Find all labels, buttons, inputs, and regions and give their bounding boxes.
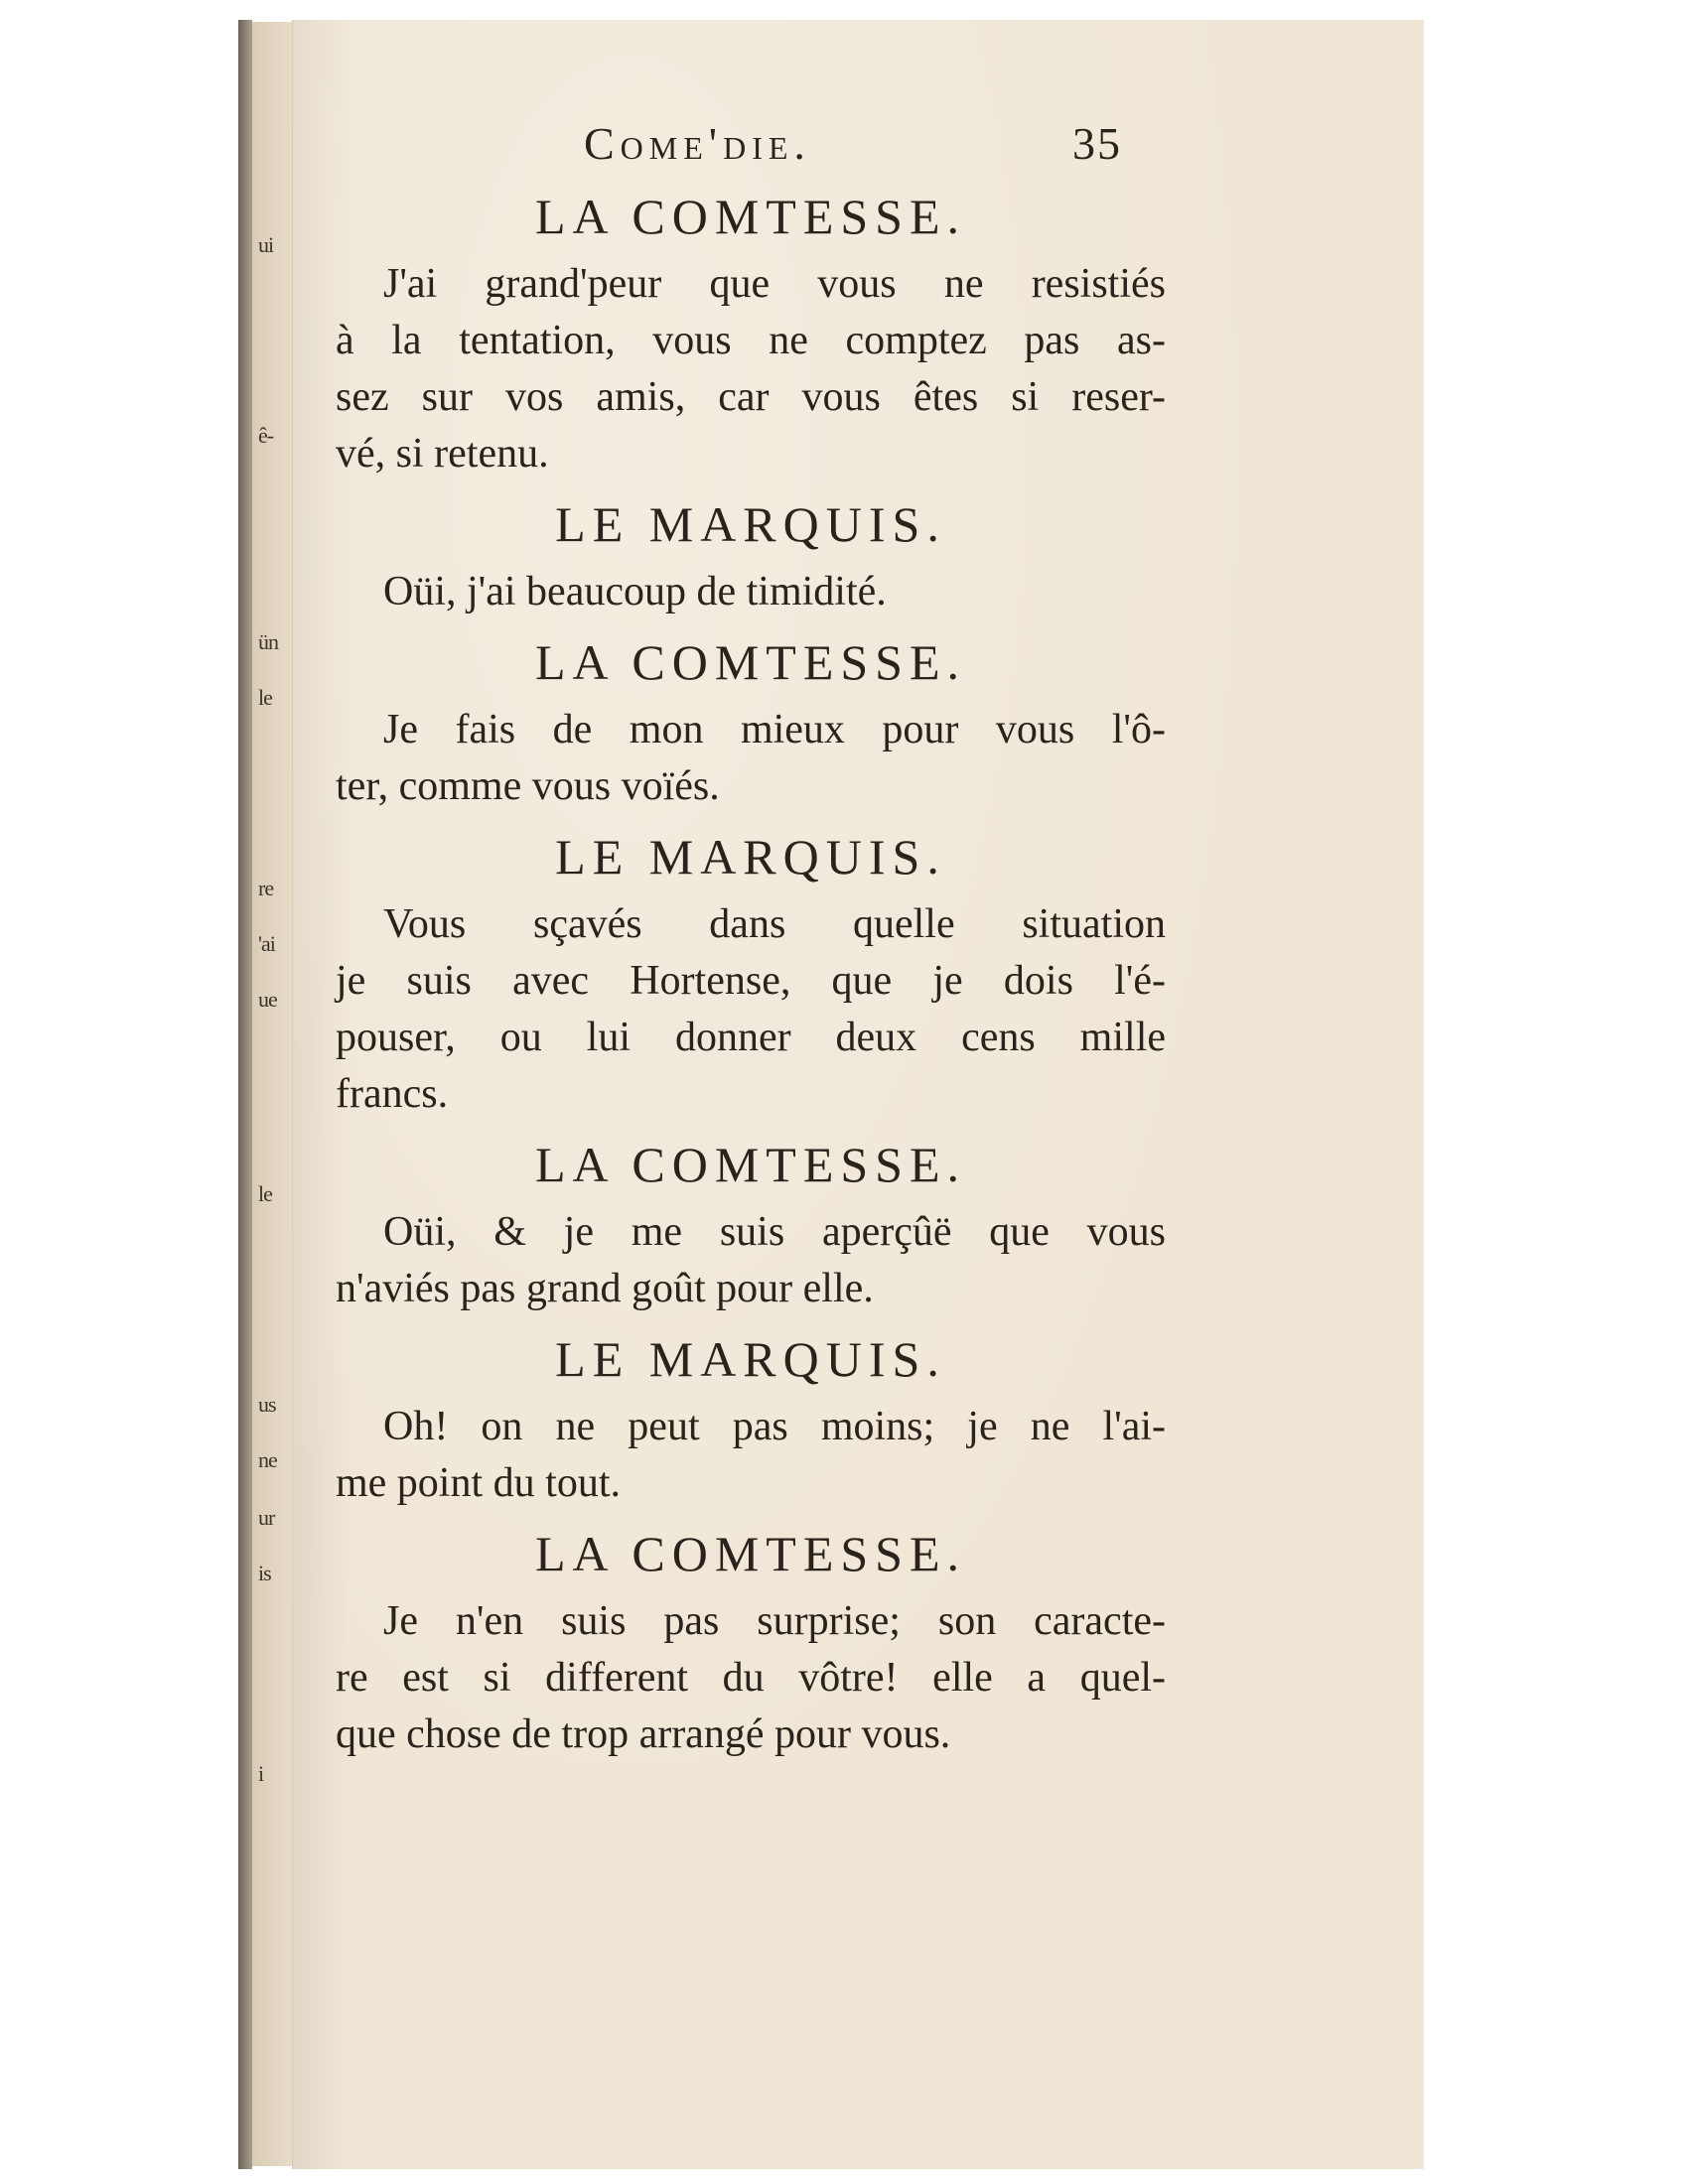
speaker-name: LA COMTESSE. <box>534 189 967 244</box>
speech-line: Je fais de mon mieux pour vous l'ô- <box>383 707 1166 752</box>
speech-text <box>336 896 1166 1123</box>
facing-page-fragment: ün <box>258 629 278 654</box>
speech-text <box>336 564 1166 620</box>
speech-line: J'ai grand'peur que vous ne resistiés <box>383 261 1166 307</box>
speech-line: je suis avec Hortense, que je dois l'é- <box>336 958 1166 1004</box>
speech-line: ter, comme vous voïés. <box>336 763 720 809</box>
speech-line: Oh! on ne peut pas moins; je ne l'ai- <box>383 1404 1166 1449</box>
facing-page-fragment: ue <box>258 987 277 1012</box>
facing-page-fragment: 'ai <box>258 931 275 956</box>
dialogue-entry <box>336 492 1166 620</box>
dialogue-entry <box>336 1327 1166 1512</box>
book-gutter <box>238 20 252 2169</box>
speech-line: francs. <box>336 1071 449 1117</box>
page-number: 35 <box>1072 118 1122 169</box>
speaker-name: LA COMTESSE. <box>534 634 967 690</box>
speech-line: Vous sçavés dans quelle situation <box>383 901 1166 947</box>
speech-line: me point du tout. <box>336 1460 621 1506</box>
speech-text <box>336 702 1166 815</box>
speech-text <box>336 1204 1166 1317</box>
page-text <box>336 117 1166 1773</box>
running-title: Come'die. <box>584 118 811 169</box>
speaker-name: LE MARQUIS. <box>555 1331 946 1387</box>
speech-line: Oüi, & je me suis aperçûë que vous <box>383 1209 1166 1255</box>
facing-page-fragment: ne <box>258 1447 277 1472</box>
facing-page-fragment: is <box>258 1561 271 1585</box>
dialogue-entry <box>336 825 1166 1123</box>
speech-line: Je n'en suis pas surprise; son caracte- <box>383 1598 1166 1644</box>
dialogue-entry <box>336 185 1166 482</box>
facing-page-fragment: le <box>258 685 272 710</box>
speech-line: à la tentation, vous ne comptez pas as- <box>336 318 1166 363</box>
dialogue-entry <box>336 1133 1166 1317</box>
speaker-name: LE MARQUIS. <box>555 829 946 885</box>
speech-text <box>336 1593 1166 1763</box>
facing-page-fragment: i <box>258 1761 264 1786</box>
speech-line: Oüi, j'ai beaucoup de timidité. <box>383 569 887 614</box>
speech-line: n'aviés pas grand goût pour elle. <box>336 1266 874 1311</box>
facing-page-fragment: re <box>258 876 274 900</box>
facing-page-edge <box>252 22 292 2166</box>
speech-line: re est si different du vôtre! elle a quel- <box>336 1655 1166 1701</box>
speaker-name: LA COMTESSE. <box>534 1137 967 1192</box>
speech-line: que chose de trop arrangé pour vous. <box>336 1711 951 1757</box>
speech-line: sez sur vos amis, car vous êtes si reser- <box>336 374 1166 420</box>
facing-page-fragment: ê- <box>258 423 274 448</box>
dialogue-entry <box>336 1522 1166 1763</box>
book-page <box>292 20 1424 2169</box>
facing-page-fragment: ur <box>258 1505 275 1530</box>
speech-line: vé, si retenu. <box>336 431 549 477</box>
facing-page-fragment: ui <box>258 232 274 257</box>
speech-line: pouser, ou lui donner deux cens mille <box>336 1015 1166 1060</box>
running-head <box>584 117 1166 179</box>
dialogue-entry <box>336 630 1166 815</box>
speech-text <box>336 1399 1166 1512</box>
facing-page-fragment: us <box>258 1392 276 1417</box>
speaker-name: LE MARQUIS. <box>555 496 946 552</box>
facing-page-fragment: le <box>258 1181 272 1206</box>
speech-text <box>336 256 1166 482</box>
speaker-name: LA COMTESSE. <box>534 1526 967 1581</box>
